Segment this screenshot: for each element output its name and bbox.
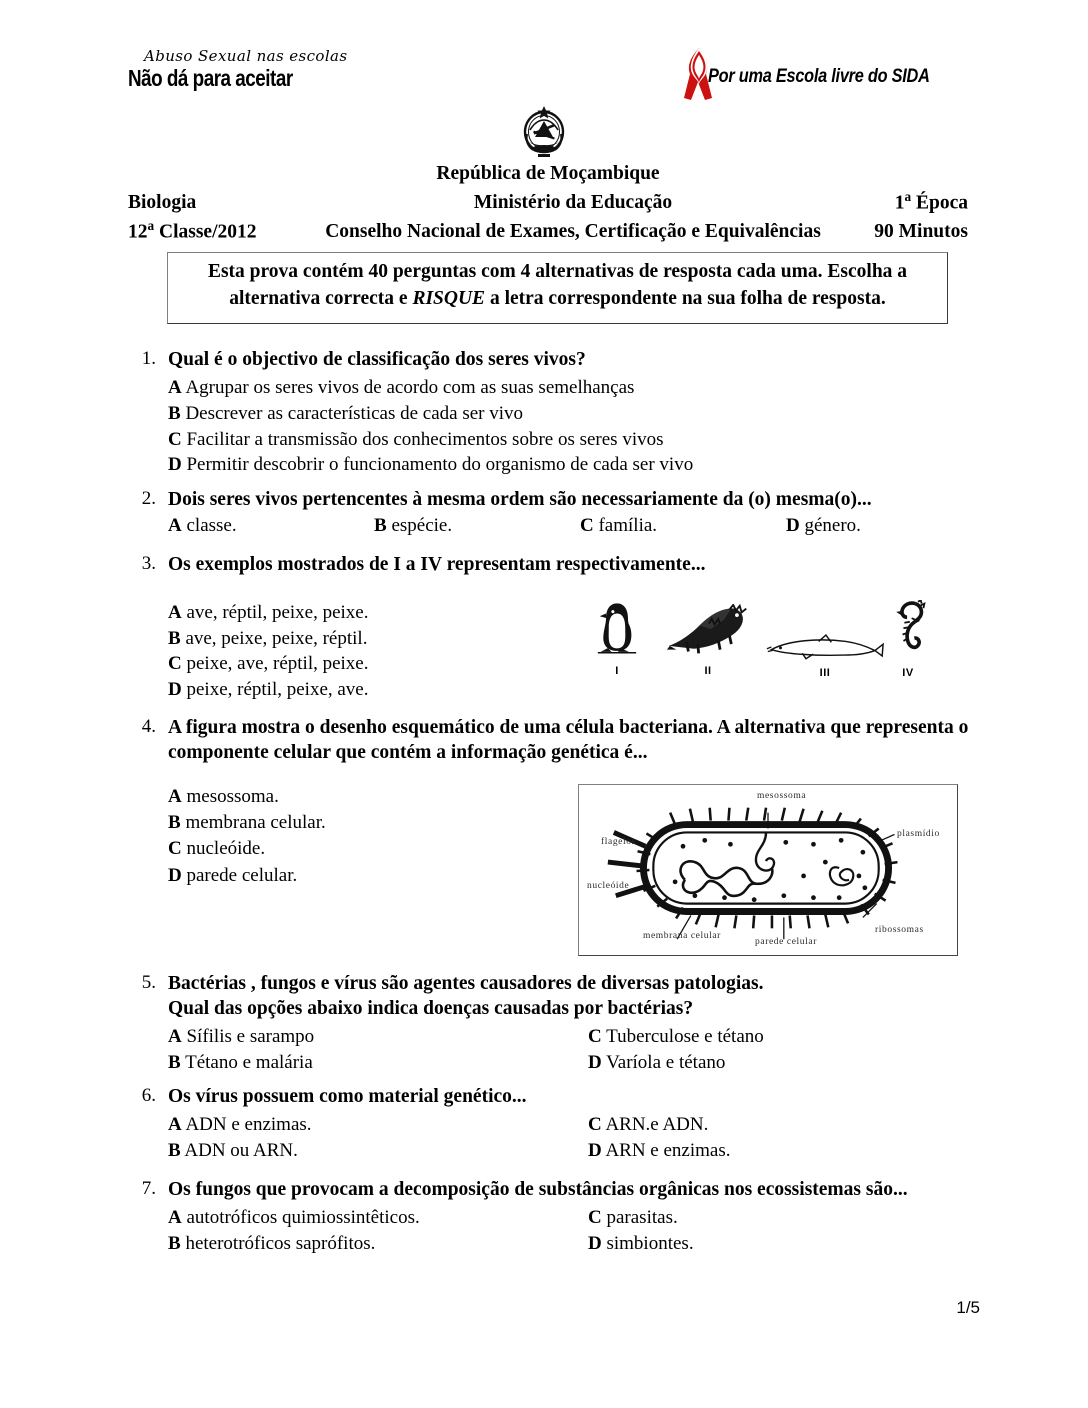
bacterial-cell-diagram-icon [578,784,958,956]
campaign-banner-right [676,44,1036,102]
question-7-stem: Os fungos que provocam a decomposição de substâncias orgânicas nos ecossistemas são... [168,1179,908,1200]
option-letter: A [168,376,182,398]
option-row[interactable] [168,1112,588,1138]
option-row[interactable] [168,784,558,810]
option-row[interactable] [168,810,558,836]
question-2-options [168,515,1088,537]
figure-item-iii [766,632,884,679]
question-6 [0,1085,1088,1164]
option-letter: C [580,514,594,536]
option-text: Tétano e malária [185,1051,313,1073]
option-letter: B [168,1232,181,1254]
option-row[interactable] [168,401,1088,427]
option-text: membrana celular. [185,812,326,834]
option-text: classe. [186,514,237,536]
question-5 [0,972,1088,1076]
question-4-options [168,784,558,956]
campaign-right-slogan-text: Por uma Escola livre do SIDA [708,66,930,87]
figure-caption: I [615,664,619,677]
option-row[interactable] [588,1205,1008,1231]
option-text: Permitir descobrir o funcionamento do organismo de cada ser vivo [186,454,694,476]
question-4 [0,716,1088,956]
campaign-banner-left [128,48,508,90]
option-text: mesossoma. [186,785,279,807]
option-row[interactable] [168,677,548,703]
question-4-stem: A figura mostra o desenho esquemático de uma célula bacteriana. A alternativa que representa o componente celular que contém a informação genética é... [168,717,969,763]
question-2-stem: Dois seres vivos pertencentes à mesma ordem são necessariamente da (o) mesma(o)... [168,489,872,510]
option-row[interactable] [168,1231,588,1257]
grade-year-label: 12$^a$ Classe/2012 [128,217,257,243]
figure-item-i [596,600,638,677]
options-column-right [588,1112,1008,1164]
option-row[interactable] [168,515,374,537]
question-6-options [168,1112,1088,1164]
cell-label-ribossomas: ribossomas [875,924,924,935]
option-row[interactable] [168,427,1088,453]
option-letter: C [168,428,182,450]
option-letter: D [588,1232,602,1254]
question-6-stem: Os vírus possuem como material genético... [168,1086,527,1107]
option-letter: A [168,1025,182,1047]
question-1-options [168,375,1088,478]
options-column-right [588,1024,1008,1076]
option-letter: C [588,1113,602,1135]
option-letter: C [168,838,182,860]
option-letter: D [168,864,182,886]
instructions-line-2b: a letra correspondente na sua folha de resposta. [485,287,886,309]
option-row[interactable] [168,1138,588,1164]
campaign-left-script-text: Abuso Sexual nas escolas [144,47,348,65]
option-letter: D [588,1051,602,1073]
page-number: 1/5 [956,1298,980,1317]
option-text: peixe, ave, réptil, peixe. [186,653,369,675]
option-text: Facilitar a transmissão dos conhecimentos sobre os seres vivos [186,428,664,450]
cell-label-parede-celular: parede celular [755,936,817,947]
cell-label-membrana-celular: membrana celular [643,930,721,941]
options-column-left [168,1205,588,1257]
option-row[interactable] [588,1231,1008,1257]
option-text: parede celular. [186,864,298,886]
option-text: Sífilis e sarampo [186,1025,315,1047]
option-text: género. [804,514,861,536]
fish-icon [766,647,884,664]
option-letter: A [168,601,182,623]
option-letter: D [786,514,800,536]
figure-item-ii [666,604,750,677]
option-row[interactable] [168,1050,588,1076]
option-letter: A [168,1206,182,1228]
option-row[interactable] [168,836,558,862]
question-3 [0,553,1088,703]
option-letter: B [374,514,387,536]
option-row[interactable] [168,452,1088,478]
question-6-number: 6. [141,1085,156,1106]
option-text: Varíola e tétano [606,1051,726,1073]
instructions-line-2a: alternativa correcta e [229,287,413,309]
option-text: Descrever as características de cada ser vivo [185,402,524,424]
question-3-number: 3. [141,553,156,574]
option-text: autotróficos quimiossintêticos. [186,1206,420,1228]
option-row[interactable] [168,651,548,677]
option-row[interactable] [374,515,580,537]
emblem-container [0,104,1088,163]
instructions-emphasis: RISQUE [412,287,486,309]
option-row[interactable] [588,1112,1008,1138]
question-5-stem-line-2: Qual das opções abaixo indica doenças causadas por bactérias? [168,997,694,1019]
option-letter: C [168,653,182,675]
question-1-number: 1. [141,348,156,369]
option-text: ave, réptil, peixe, peixe. [186,601,369,623]
option-letter: D [588,1139,602,1161]
option-letter: C [588,1206,602,1228]
question-1 [0,348,1088,478]
option-letter: D [168,678,182,700]
option-text: ave, peixe, peixe, réptil. [185,627,368,649]
option-row[interactable] [168,863,558,889]
question-7-number: 7. [141,1178,156,1199]
option-letter: C [588,1025,602,1047]
options-column-left [168,1024,588,1076]
options-column-right [588,1205,1008,1257]
question-7-options [168,1205,1088,1257]
option-text: ARN.e ADN. [605,1113,709,1135]
figure-caption: IV [902,666,914,679]
option-letter: B [168,1139,181,1161]
option-text: ADN e enzimas. [185,1113,312,1135]
duration-label: 90 Minutos [874,221,968,243]
instructions-line-1: Esta prova contém 40 perguntas com 4 alternativas de resposta cada uma. Escolha a [207,261,908,282]
option-row[interactable] [580,515,786,537]
subject-label: Biologia [128,192,197,214]
option-letter: D [168,454,182,476]
options-column-left [168,1112,588,1164]
option-text: ADN ou ARN. [184,1139,298,1161]
option-row[interactable] [168,1205,588,1231]
question-5-stem-line-1: Bactérias , fungos e vírus são agentes causadores de diversas patologias. [168,973,764,994]
question-5-number: 5. [141,972,156,993]
option-letter: A [168,514,182,536]
option-row[interactable] [168,600,548,626]
option-letter: B [168,402,181,424]
instructions-text [188,259,928,312]
question-5-stem [168,972,1088,1022]
option-row[interactable] [588,1050,1008,1076]
option-letter: A [168,1113,182,1135]
option-letter: B [168,812,181,834]
mozambique-coat-of-arms-icon [521,104,567,158]
cell-label-flagelos: flagelos [601,836,636,847]
cell-label-plasmidio: plasmídio [897,828,940,839]
option-text: ARN e enzimas. [605,1139,731,1161]
ministry-title: Ministério da Educação [473,192,673,214]
council-title: Conselho Nacional de Exames, Certificação e Equivalências [325,221,821,243]
penguin-icon [596,645,638,662]
instructions-box [167,252,948,324]
option-row[interactable] [168,375,1088,401]
figure-caption: III [819,666,831,679]
option-text: simbiontes. [606,1232,694,1254]
crocodile-icon [666,645,750,662]
question-4-number: 4. [141,716,156,737]
option-text: família. [598,514,658,536]
option-text: heterotróficos saprófitos. [185,1232,376,1254]
option-text: espécie. [391,514,453,536]
country-title: República de Moçambique [436,163,660,184]
question-3-stem: Os exemplos mostrados de I a IV representam respectivamente... [168,554,706,575]
option-letter: B [168,1051,181,1073]
campaign-left-slogan-text: Não dá para aceitar [128,64,293,91]
question-1-stem: Qual é o objectivo de classificação dos seres vivos? [168,349,586,370]
exam-header [128,160,968,246]
option-letter: B [168,627,181,649]
option-row[interactable] [168,626,548,652]
seahorse-icon [888,647,928,664]
question-7 [0,1178,1088,1257]
cell-label-mesossoma: mesossoma [757,790,807,801]
option-row[interactable] [786,515,992,537]
option-row[interactable] [588,1138,1008,1164]
option-text: nucleóide. [186,838,266,860]
figure-item-iv [888,600,928,679]
option-text: parasitas. [606,1206,678,1228]
option-row[interactable] [588,1024,1008,1050]
cell-label-nucleoide: nucleóide [587,880,630,891]
option-letter: A [168,785,182,807]
session-label: 1$^a$ Época [894,188,968,214]
option-text: Tuberculose e tétano [606,1025,764,1047]
question-2 [0,488,1088,537]
figure-caption: II [704,664,712,677]
header-row-2 [128,217,968,246]
question-3-figure [588,600,958,686]
question-5-options [168,1024,1088,1076]
header-row-1 [128,188,968,217]
question-3-options [168,600,548,703]
option-text: Agrupar os seres vivos de acordo com as suas semelhanças [185,376,635,398]
question-2-number: 2. [141,488,156,509]
option-row[interactable] [168,1024,588,1050]
option-text: peixe, réptil, peixe, ave. [186,678,369,700]
